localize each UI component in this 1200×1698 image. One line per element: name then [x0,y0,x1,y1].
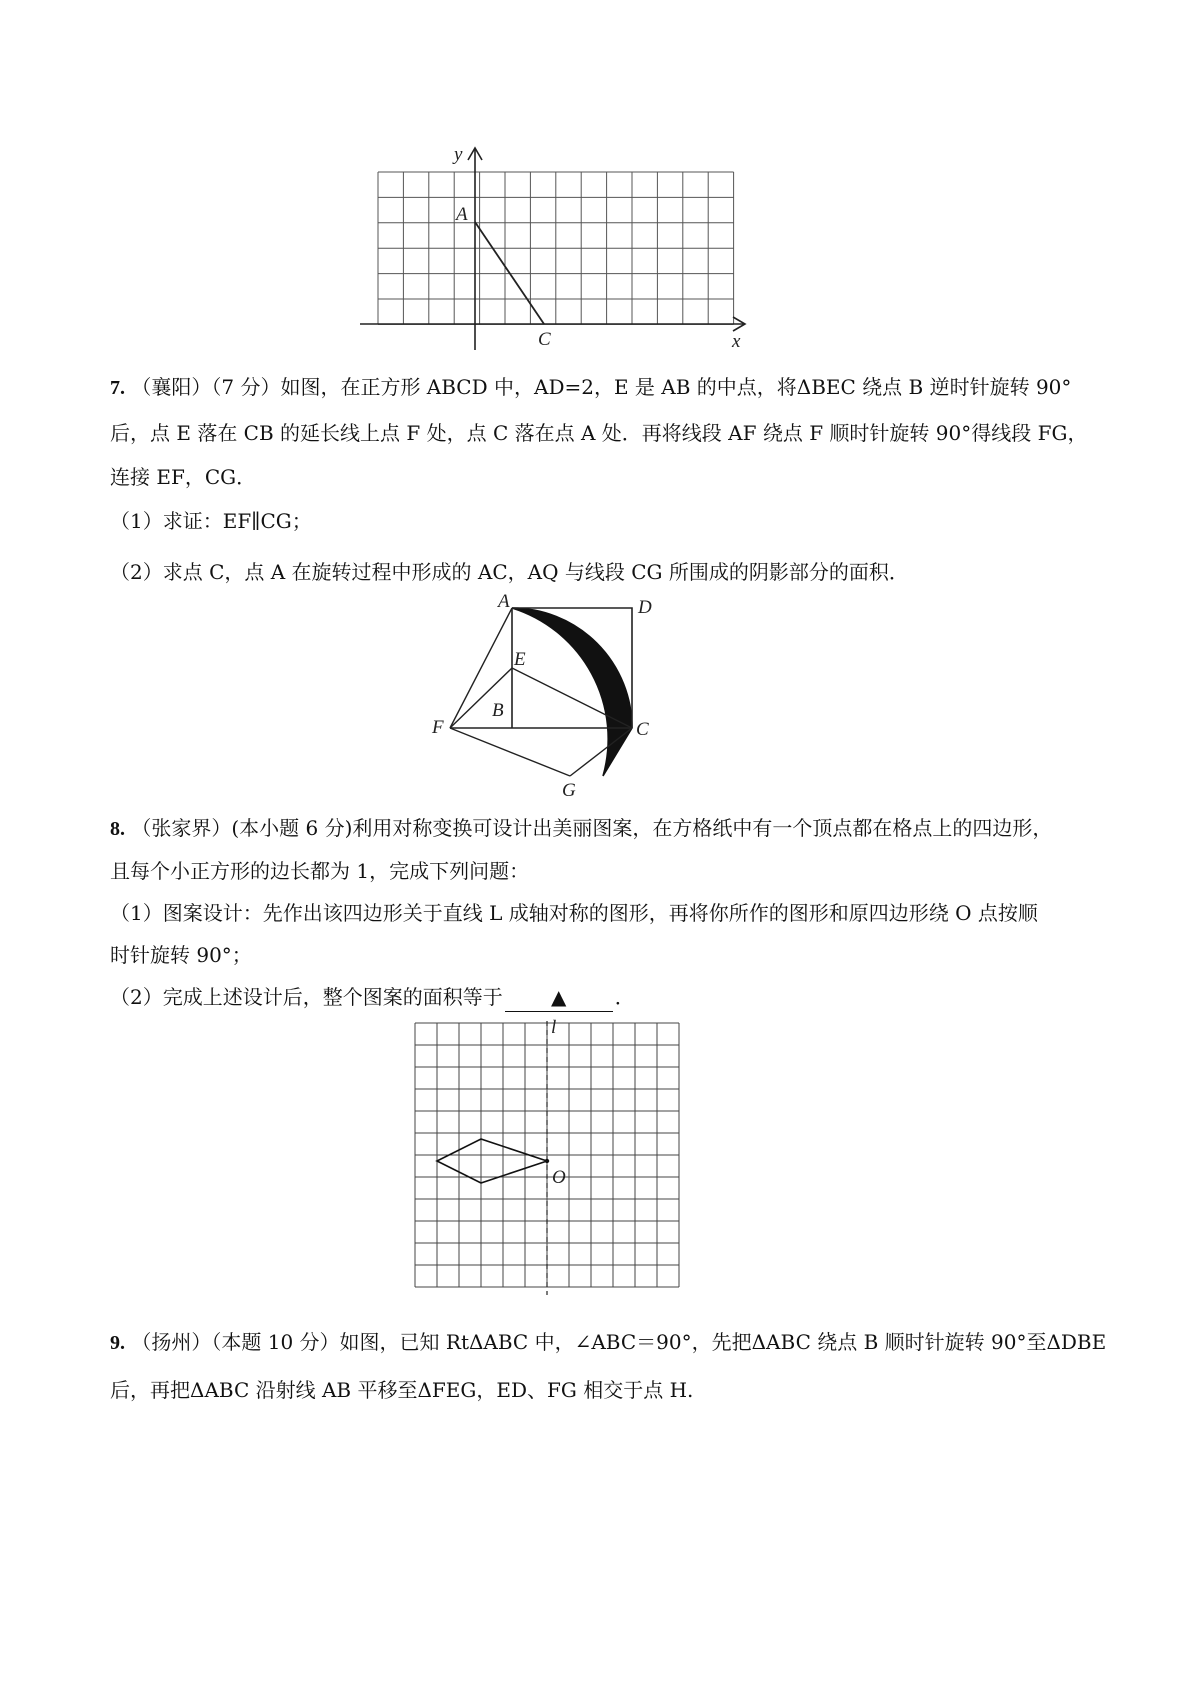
q8-sub2-text: （2）完成上述设计后，整个图案的面积等于 [110,985,503,1009]
q8-line-1 [110,814,1052,843]
answer-blank[interactable]: ▲ [505,983,613,1012]
fig7-label-f: F [432,717,444,738]
q7-line-1 [110,373,1071,402]
fig7-label-e: E [514,649,526,670]
segment-ac [475,222,544,324]
point-o-dot [545,1159,549,1163]
q9-number: 9. [110,1332,125,1354]
q9-line-2: 后，再把ΔABC 沿射线 AB 平移至ΔFEG，ED、FG 相交于点 H. [110,1378,694,1402]
fig7-label-g: G [562,780,576,801]
fig7-label-d: D [638,597,652,618]
q9-text-1: （扬州）（本题 10 分）如图，已知 RtΔABC 中，∠ABC＝90°，先把ΔABC 绕点 B 顺时针旋转 90°至ΔDBE [131,1330,1107,1354]
segment-gc [570,728,632,776]
line-l-label: l [551,1017,557,1038]
symmetry-grid-figure [405,1013,695,1303]
q8-sub2-end: ． [614,985,635,1009]
shaded-region [512,608,632,776]
q7-sub1: （1）求证：EF∥CG； [110,509,312,533]
point-a-label: A [456,204,468,225]
fig7-label-c: C [636,719,649,740]
point-c-label: C [538,329,551,350]
q8-sub1-line-2: 时针旋转 90°； [110,943,252,967]
q7-sub2: （2）求点 C，点 A 在旋转过程中形成的 AC，AQ 与线段 CG 所围成的阴影部分的面积． [110,560,909,584]
fig7-label-b: B [492,700,504,721]
axis-y-label: y [454,144,463,165]
q7-line-3: 连接 EF，CG． [110,465,257,489]
q7-text-1: （襄阳）（7 分）如图，在正方形 ABCD 中，AD=2，E 是 AB 的中点，将ΔBEC 绕点 B 逆时针旋转 90° [131,375,1072,399]
quadrilateral [437,1139,547,1183]
coordinate-grid-figure [360,140,760,360]
q8-sub2 [110,983,635,1012]
segment-fg [450,728,570,776]
q8-number: 8. [110,818,125,840]
axis-x-label: x [732,331,741,352]
q8-text-1: （张家界）(本小题 6 分)利用对称变换可设计出美丽图案，在方格纸中有一个顶点都在格点上的四边形， [131,816,1053,840]
point-o-label: O [552,1167,566,1188]
q9-line-1 [110,1328,1106,1357]
fig7-label-a: A [498,593,510,612]
q7-line-2: 后，点 E 落在 CB 的延长线上点 F 处，点 C 落在点 A 处．再将线段 AF 绕点 F 顺时针旋转 90°得线段 FG， [110,421,1088,445]
q8-sub1-line-1: （1）图案设计：先作出该四边形关于直线 L 成轴对称的图形，再将你所作的图形和原四边形绕 O 点按顺 [110,901,1038,925]
square-rotation-figure [420,593,660,803]
q8-line-2: 且每个小正方形的边长都为 1，完成下列问题： [110,859,530,883]
q7-number: 7. [110,377,125,399]
